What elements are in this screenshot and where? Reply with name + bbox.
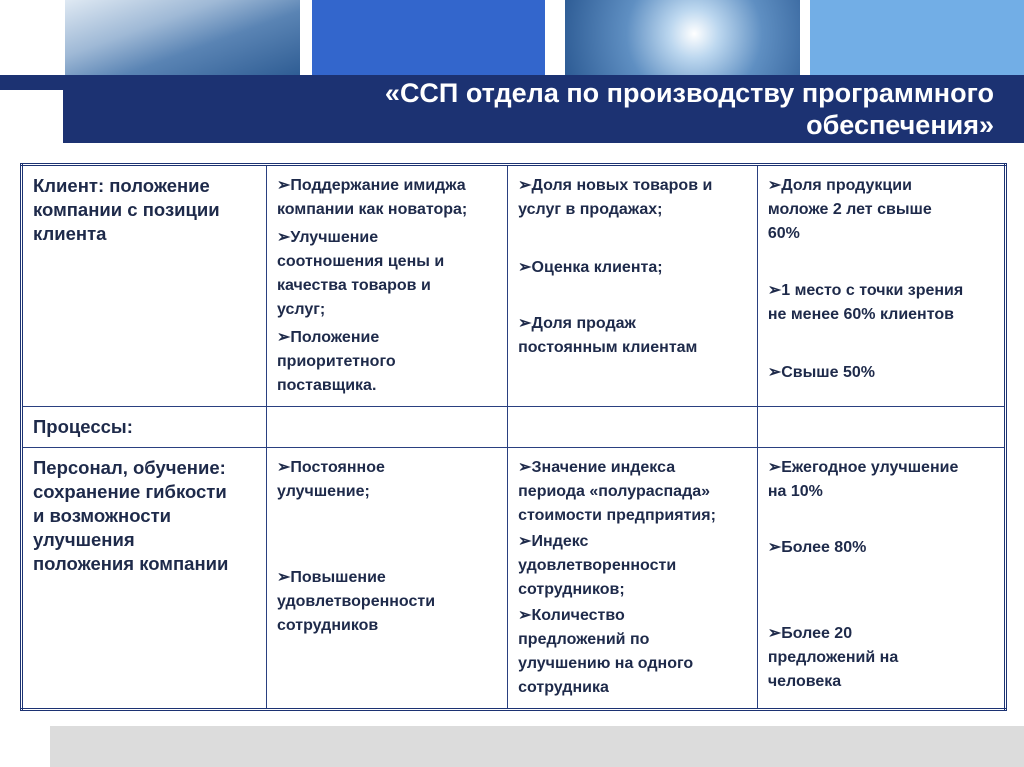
slide-title: «ССП отдела по производству программного обеспечения» xyxy=(384,78,994,140)
empty-cell xyxy=(757,407,1005,448)
list-item: ➢Поддержание имиджа компании как новатора; xyxy=(277,177,468,218)
indicators-cell xyxy=(508,448,758,710)
list-item: ➢Улучшение соотношения цены и качества товаров и услуг; xyxy=(277,229,445,318)
list-item: ➢Более 80% xyxy=(767,539,867,556)
list-item: ➢Количество предложений по улучшению на одного сотрудника xyxy=(518,607,694,696)
list-item: ➢Свыше 50% xyxy=(767,364,875,381)
balanced-scorecard-table xyxy=(20,163,1007,711)
empty-cell xyxy=(508,407,758,448)
header-image-skyscrapers xyxy=(565,0,800,75)
targets-cell xyxy=(757,165,1005,407)
list-item: ➢Ежегодное улучшение на 10% xyxy=(767,459,959,500)
list-item: ➢Постоянное улучшение; xyxy=(277,459,385,500)
table-row xyxy=(22,407,1006,448)
header-lightblue-block xyxy=(810,0,1024,75)
perspective-cell: Процессы: xyxy=(22,407,267,448)
list-item: ➢Оценка клиента; xyxy=(518,259,663,276)
list-item: ➢Повышение удовлетворенности сотрудников xyxy=(277,569,436,634)
header-blue-block xyxy=(312,0,545,75)
list-item: ➢Положение приоритетного поставщика. xyxy=(277,329,396,394)
list-item: ➢1 место с точки зрения не менее 60% клиентов xyxy=(767,282,964,323)
perspective-cell: Клиент: положение компании с позиции клиента xyxy=(22,165,267,407)
list-item: ➢Более 20 предложений на человека xyxy=(767,625,899,690)
footer-band xyxy=(50,726,1024,767)
title-bar-accent xyxy=(0,75,63,90)
goals-cell xyxy=(267,448,508,710)
list-item: ➢Значение индекса периода «полураспада» стоимости предприятия; xyxy=(518,459,716,524)
targets-cell xyxy=(757,448,1005,710)
header-image-hands-keyboard xyxy=(65,0,300,75)
list-item: ➢Доля продукции моложе 2 лет свыше 60% xyxy=(767,177,932,242)
perspective-cell: Персонал, обучение: сохранение гибкости и возможности улучшения положения компании xyxy=(22,448,267,710)
table-row xyxy=(22,165,1006,407)
table-row xyxy=(22,448,1006,710)
indicators-cell xyxy=(508,165,758,407)
empty-cell xyxy=(267,407,508,448)
goals-cell xyxy=(267,165,508,407)
list-item: ➢Доля продаж постоянным клиентам xyxy=(518,315,698,356)
list-item: ➢Доля новых товаров и услуг в продажах; xyxy=(518,177,713,218)
list-item: ➢Индекс удовлетворенности сотрудников; xyxy=(518,533,677,598)
